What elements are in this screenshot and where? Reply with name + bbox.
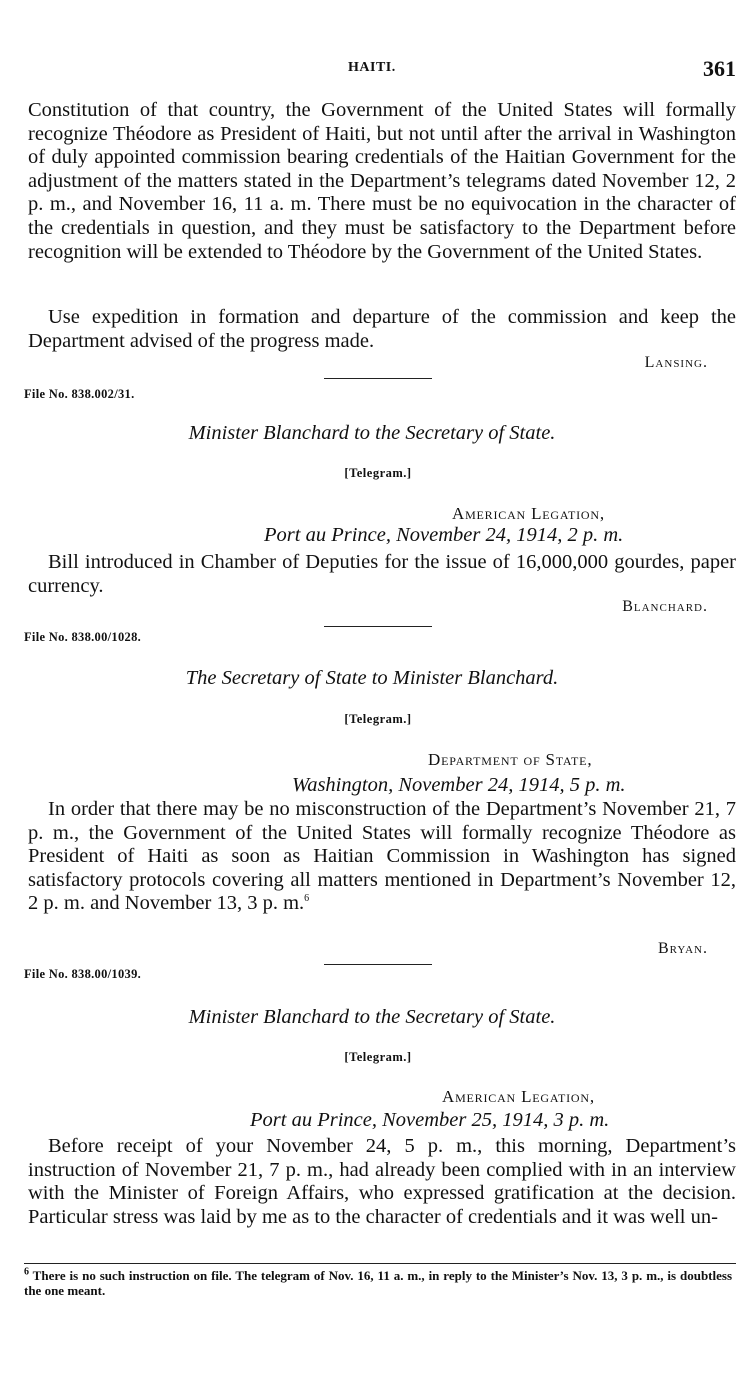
file-number: File No. 838.002/31. [24,387,135,401]
page-number: 361 [703,56,736,81]
telegram-label: [Telegram.] [344,466,412,480]
document-title: The Secretary of State to Minister Blanchard. [185,667,559,689]
file-number: File No. 838.00/1028. [24,630,142,644]
office-line: American Legation, [442,1087,595,1106]
telegram-label: [Telegram.] [344,712,412,726]
footnote [24,1266,733,1298]
running-head: HAITI. [348,60,396,75]
continuation-paragraph-2: Use expedition in formation and departure of the commission and keep the Department advised of the progress made. [28,306,736,352]
file-number: File No. 838.00/1039. [24,967,142,981]
document-title: Minister Blanchard to the Secretary of State. [188,422,556,444]
separator-rule [324,626,432,627]
signature-blanchard: Blanchard. [622,598,708,615]
page-header [0,56,744,86]
telegram-label: [Telegram.] [344,1050,412,1064]
footnote-text: There is no such instruction on file. The telegram of Nov. 16, 11 a. m., in reply to the Minister’s Nov. 13, 3 p. m., is doubtless the one meant. [24,1268,733,1298]
dateline: Port au Prince, November 24, 1914, 2 p. m. [264,524,624,546]
footnote-rule [24,1263,736,1264]
telegram-body-text: In order that there may be no misconstruction of the Department’s November 21, 7 p. m., the Government of the United States will formally recognize Théodore as President of Haiti as soon as Haitian Commission in Washington has signed satisfactory protocols covering all matters mentioned in Department’s November 12, 2 p. m. and November 13, 3 p. m. [28,798,736,915]
telegram-body: Bill introduced in Chamber of Deputies for the issue of 16,000,000 gourdes, paper currency. [28,551,736,597]
telegram-body: Before receipt of your November 24, 5 p. m., this morning, Department’s instruction of November 21, 7 p. m., had already been complied with in an interview with the Minister of Foreign Affairs, who expressed gratification at the decision. Particular stress was laid by me as to the character of credentials and it was well un- [28,1135,736,1228]
separator-rule [324,964,432,965]
dateline: Washington, November 24, 1914, 5 p. m. [292,774,626,796]
dateline: Port au Prince, November 25, 1914, 3 p. m. [250,1109,610,1131]
signature-bryan: Bryan. [657,940,708,957]
office-line: Department of State, [428,750,593,769]
document-title: Minister Blanchard to the Secretary of State. [188,1006,556,1028]
office-line: American Legation, [452,504,605,523]
separator-rule [324,378,432,379]
signature-lansing: Lansing. [644,354,708,371]
telegram-body [28,798,736,916]
continuation-paragraph: Constitution of that country, the Government of the United States will formally recognize Théodore as President of Haiti, but not until after the arrival in Washington of duly appointed commission bearing credentials of the Haitian Government for the adjustment of the matters stated in the Department’s telegrams dated November 12, 2 p. m., and November 16, 11 a. m. There must be no equivocation in the character of the credentials in question, and they must be satisfactory to the Department before recognition will be extended to Théodore by the Government of the United States. [28,99,736,263]
footnote-mark: 6 [24,1266,29,1278]
footnote-reference: 6 [304,893,310,905]
